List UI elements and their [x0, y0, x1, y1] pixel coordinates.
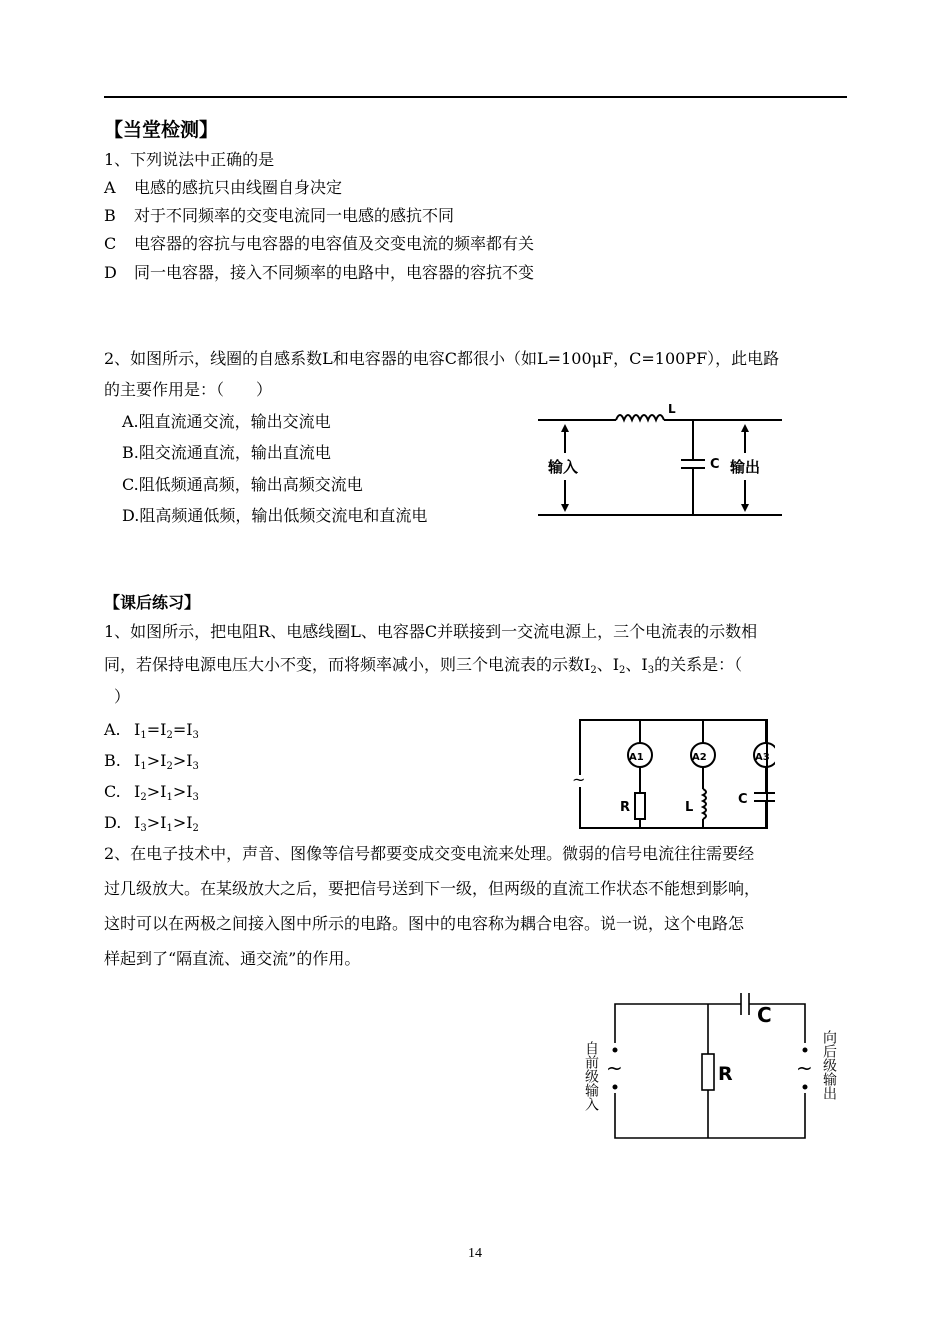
subscript: 2	[166, 761, 173, 772]
homework-q2-line2: 过几级放大。在某级放大之后，要把信号送到下一级，但两级的直流工作状态不能想到影响，	[104, 879, 761, 898]
subscript: 2	[140, 792, 147, 803]
inductor-label: L	[685, 800, 694, 815]
subscript: 2	[166, 730, 173, 741]
option-letter: A	[104, 178, 116, 197]
relation: >I	[146, 813, 167, 832]
var-i: I	[134, 813, 141, 832]
relation: >I	[172, 813, 193, 832]
lc-filter-diagram	[530, 398, 790, 523]
subscript: 2	[192, 823, 199, 834]
homework-q1-stem-line1: 1、如图所示，把电阻R、电感线圈L、电容器C并联接到一交流电源上，三个电流表的示数相	[104, 622, 758, 641]
option-text: 电感的感抗只由线圈自身决定	[134, 178, 343, 197]
capacitor-label: C	[710, 457, 720, 472]
rlc-parallel-diagram	[570, 715, 775, 833]
question-1-option-b	[104, 205, 454, 227]
stem-text: 、I	[596, 655, 620, 674]
homework-q1-option-c	[104, 781, 199, 809]
homework-q1-stem-line2	[104, 654, 742, 682]
subscript: 1	[140, 730, 147, 741]
capacitor-label: C	[757, 1003, 772, 1027]
homework-q2-line3: 这时可以在两极之间接入图中所示的电路。图中的电容称为耦合电容。说一说，这个电路怎	[104, 914, 745, 933]
resistor-label: R	[718, 1063, 733, 1085]
homework-q1-stem-line3: ）	[114, 687, 131, 706]
option-letter: A.	[104, 720, 121, 739]
question-2-option-c: C.阻低频通高频，输出高频交流电	[122, 475, 363, 494]
var-i: I	[134, 782, 141, 801]
resistor-icon	[702, 1054, 714, 1090]
relation: >I	[146, 782, 167, 801]
question-1-option-c	[104, 233, 534, 255]
option-letter: D.	[104, 813, 122, 832]
coupling-capacitor-diagram	[575, 985, 845, 1145]
subscript: 2	[619, 665, 626, 676]
relation: =I	[146, 720, 167, 739]
stem-text: 的关系是：（	[654, 655, 743, 674]
question-2-option-a: A.阻直流通交流，输出交流电	[122, 412, 331, 431]
option-letter: B.	[104, 751, 121, 770]
inductor-coil	[616, 415, 664, 420]
subscript: 1	[140, 761, 147, 772]
subscript: 3	[647, 665, 655, 676]
option-letter: B	[104, 206, 116, 225]
stem-text: 同，若保持电源电压大小不变，而将频率减小，则三个电流表的示数I	[104, 655, 591, 674]
question-2-stem-line2: 的主要作用是：（ ）	[104, 380, 273, 399]
homework-q1-option-b	[104, 750, 199, 778]
option-letter: C	[104, 234, 117, 253]
option-letter: D	[104, 263, 117, 282]
resistor-label: R	[620, 800, 631, 815]
capacitor-label: C	[738, 792, 748, 807]
question-2-option-b: B.阻交流通直流，输出直流电	[122, 443, 331, 462]
relation: =I	[172, 720, 193, 739]
question-1-option-d	[104, 262, 534, 284]
option-letter: C.	[104, 782, 121, 801]
option-text: 电容器的容抗与电容器的电容值及交变电流的频率都有关	[134, 234, 535, 253]
subscript: 1	[166, 823, 173, 834]
subscript: 1	[166, 792, 173, 803]
stem-text: 、I	[625, 655, 648, 674]
relation: >I	[172, 782, 193, 801]
question-1-stem: 1、下列说法中正确的是	[104, 150, 275, 169]
homework-q2-line1: 2、在电子技术中，声音、图像等信号都要变成交变电流来处理。微弱的信号电流往往需要经	[104, 844, 755, 863]
section-title-in-class-test: 【当堂检测】	[104, 119, 219, 141]
ammeter-a3-label: A3	[755, 752, 770, 763]
var-i: I	[134, 720, 141, 739]
option-text: 同一电容器，接入不同频率的电路中，电容器的容抗不变	[134, 263, 535, 282]
subscript: 3	[192, 730, 199, 741]
output-side-label: 向后级输出	[821, 1030, 837, 1100]
relation: >I	[146, 751, 167, 770]
relation: >I	[172, 751, 193, 770]
page-number: 14	[468, 1246, 482, 1261]
section-title-homework: 【课后练习】	[104, 593, 201, 612]
homework-q1-option-d	[104, 812, 199, 840]
homework-q1-option-a	[104, 719, 199, 747]
ac-source-icon: ~	[572, 770, 586, 789]
subscript: 3	[192, 792, 199, 803]
input-label: 输入	[548, 458, 579, 476]
header-rule	[104, 96, 847, 98]
option-text: 对于不同频率的交变电流同一电感的感抗不同	[134, 206, 455, 225]
input-side-label: 自前级输入	[583, 1041, 599, 1111]
inductor-icon	[703, 789, 706, 819]
ac-output-icon: ~	[796, 1056, 813, 1080]
question-2-option-d: D.阻高频通低频，输出低频交流电和直流电	[122, 506, 428, 525]
question-2-stem-line1: 2、如图所示，线圈的自感系数L和电容器的电容C都很小（如L=100μF，C=100PF），此电路	[104, 349, 780, 368]
ammeter-a2-label: A2	[692, 752, 707, 763]
question-1-option-a	[104, 177, 342, 199]
output-label: 输出	[730, 458, 761, 476]
subscript: 2	[590, 665, 597, 676]
var-i: I	[134, 751, 141, 770]
ac-input-icon: ~	[606, 1056, 623, 1080]
subscript: 3	[140, 823, 147, 834]
homework-q2-line4: 样起到了“隔直流、通交流”的作用。	[104, 949, 361, 968]
subscript: 3	[192, 761, 199, 772]
inductor-label: L	[668, 402, 676, 416]
ammeter-a1-label: A1	[629, 752, 644, 763]
resistor-icon	[635, 793, 645, 819]
